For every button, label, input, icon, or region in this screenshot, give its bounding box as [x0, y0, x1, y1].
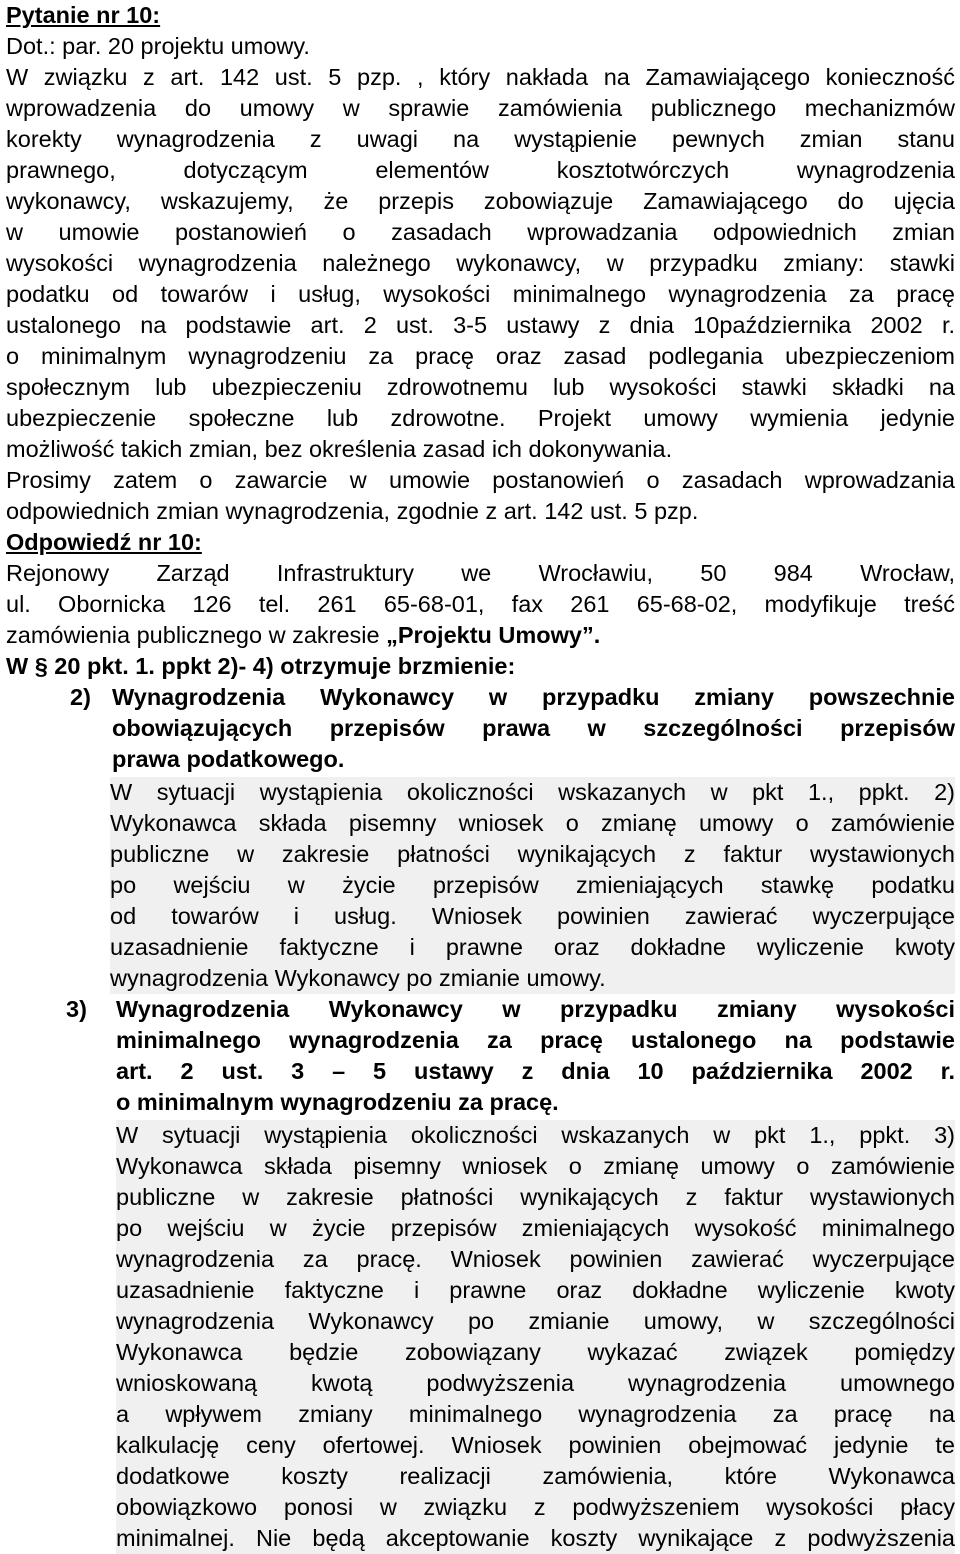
item-body-line: wynagrodzenia za pracę. Wniosek powinien zawierać wyczerpujące	[116, 1246, 955, 1272]
item-3-body	[116, 1120, 955, 1554]
item-title-line: Wynagrodzenia Wykonawcy w przypadku zmiany wysokości	[116, 996, 955, 1022]
section-line: W § 20 pkt. 1. ppkt 2)- 4) otrzymuje brzmienie:	[6, 653, 516, 679]
item-body-line: wnioskowaną kwotą podwyższenia wynagrodzenia umownego	[116, 1370, 955, 1396]
answer-item-2	[70, 682, 955, 775]
answer-item-3	[66, 994, 955, 1118]
question-line: ustalonego na podstawie art. 2 ust. 3-5 ustawy z dnia 10października 2002 r.	[6, 312, 955, 338]
answer-intro-bold: „Projektu Umowy”.	[386, 622, 601, 648]
item-body-line: a wpływem zmiany minimalnego wynagrodzenia za pracę na	[116, 1401, 955, 1427]
question-line: możliwość takich zmian, bez określenia zasad ich dokonywania.	[6, 436, 673, 462]
question-line: o minimalnym wynagrodzeniu za pracę oraz zasad podlegania ubezpieczeniom	[6, 343, 955, 369]
question-line: ubezpieczenie społeczne lub zdrowotne. Projekt umowy wymienia jedynie	[6, 405, 955, 431]
item-body-line: W sytuacji wystąpienia okoliczności wskazanych w pkt 1., ppkt. 2)	[110, 779, 955, 805]
item-body-line: dodatkowe koszty realizacji zamówienia, które Wykonawca	[116, 1463, 955, 1489]
document-page	[6, 0, 955, 1554]
question-line: wykonawcy, wskazujemy, że przepis zobowiązuje Zamawiającego do ujęcia	[6, 188, 955, 214]
question-line: wprowadzenia do umowy w sprawie zamówienia publicznego mechanizmów	[6, 95, 955, 121]
question-line: w umowie postanowień o zasadach wprowadzania odpowiednich zmian	[6, 219, 955, 245]
question-line: wysokości wynagrodzenia należnego wykonawcy, w przypadku zmiany: stawki	[6, 250, 955, 276]
answer-intro-line: Rejonowy Zarząd Infrastruktury we Wrocławiu, 50 984 Wrocław,	[6, 560, 955, 586]
question-reference: Dot.: par. 20 projektu umowy.	[6, 33, 310, 59]
question-line: W związku z art. 142 ust. 5 pzp. , który nakłada na Zamawiającego konieczność	[6, 64, 955, 90]
item-body-line: Wykonawca składa pisemny wniosek o zmianę umowy o zamówienie	[110, 810, 955, 836]
item-title-line: art. 2 ust. 3 – 5 ustawy z dnia 10 października 2002 r.	[116, 1058, 955, 1084]
item-title-line: minimalnego wynagrodzenia za pracę ustalonego na podstawie	[116, 1027, 955, 1053]
item-body-line: Wykonawca składa pisemny wniosek o zmianę umowy o zamówienie	[116, 1153, 955, 1179]
question-request	[6, 465, 955, 527]
item-title-line: prawa podatkowego.	[112, 746, 345, 772]
item-body-line: uzasadnienie faktyczne i prawne oraz dokładne wyliczenie kwoty	[116, 1277, 955, 1303]
question-body	[6, 62, 955, 465]
item-body-line: obowiązkowo ponosi w związku z podwyższeniem wysokości płacy	[116, 1494, 955, 1520]
item-body-line: publiczne w zakresie płatności wynikających z faktur wystawionych	[110, 841, 955, 867]
question-line: podatku od towarów i usług, wysokości minimalnego wynagrodzenia za pracę	[6, 281, 955, 307]
answer-heading: Odpowiedź nr 10:	[6, 529, 202, 555]
item-title-line: obowiązujących przepisów prawa w szczególności przepisów	[112, 715, 955, 741]
answer-intro-line: ul. Obornicka 126 tel. 261 65-68-01, fax 261 65-68-02, modyfikuje treść	[6, 591, 955, 617]
item-number: 2)	[70, 684, 91, 710]
question-heading: Pytanie nr 10:	[6, 2, 161, 28]
answer-intro	[6, 558, 955, 651]
item-2-body	[110, 777, 955, 994]
item-body-line: wynagrodzenia Wykonawcy po zmianie umowy, w szczególności	[116, 1308, 955, 1334]
item-body-line: publiczne w zakresie płatności wynikających z faktur wystawionych	[116, 1184, 955, 1210]
item-body-line: od towarów i usług. Wniosek powinien zawierać wyczerpujące	[110, 903, 955, 929]
question-line: społecznym lub ubezpieczeniu zdrowotnemu lub wysokości stawki składki na	[6, 374, 955, 400]
question-line: korekty wynagrodzenia z uwagi na wystąpienie pewnych zmian stanu	[6, 126, 955, 152]
item-body-line: wynagrodzenia Wykonawcy po zmianie umowy.	[110, 965, 606, 991]
request-line: odpowiednich zmian wynagrodzenia, zgodnie z art. 142 ust. 5 pzp.	[6, 498, 699, 524]
item-body-line: po wejściu w życie przepisów zmieniających stawkę podatku	[110, 872, 955, 898]
item-number: 3)	[66, 996, 87, 1022]
item-body-line: uzasadnienie faktyczne i prawne oraz dokładne wyliczenie kwoty	[110, 934, 955, 960]
request-line: Prosimy zatem o zawarcie w umowie postanowień o zasadach wprowadzania	[6, 467, 955, 493]
item-title-line: o minimalnym wynagrodzeniu za pracę.	[116, 1089, 559, 1115]
item-body-line: minimalnej. Nie będą akceptowanie koszty wynikające z podwyższenia	[116, 1525, 955, 1551]
item-title-line: Wynagrodzenia Wykonawcy w przypadku zmiany powszechnie	[112, 684, 955, 710]
answer-intro-text: zamówienia publicznego w zakresie	[6, 622, 387, 648]
question-line: prawnego, dotyczącym elementów kosztotwórczych wynagrodzenia	[6, 157, 955, 183]
item-body-line: po wejściu w życie przepisów zmieniających wysokość minimalnego	[116, 1215, 955, 1241]
answer-intro-line	[6, 620, 955, 651]
item-body-line: Wykonawca będzie zobowiązany wykazać związek pomiędzy	[116, 1339, 955, 1365]
item-body-line: kalkulację ceny ofertowej. Wniosek powinien obejmować jedynie te	[116, 1432, 955, 1458]
item-body-line: W sytuacji wystąpienia okoliczności wskazanych w pkt 1., ppkt. 3)	[116, 1122, 955, 1148]
